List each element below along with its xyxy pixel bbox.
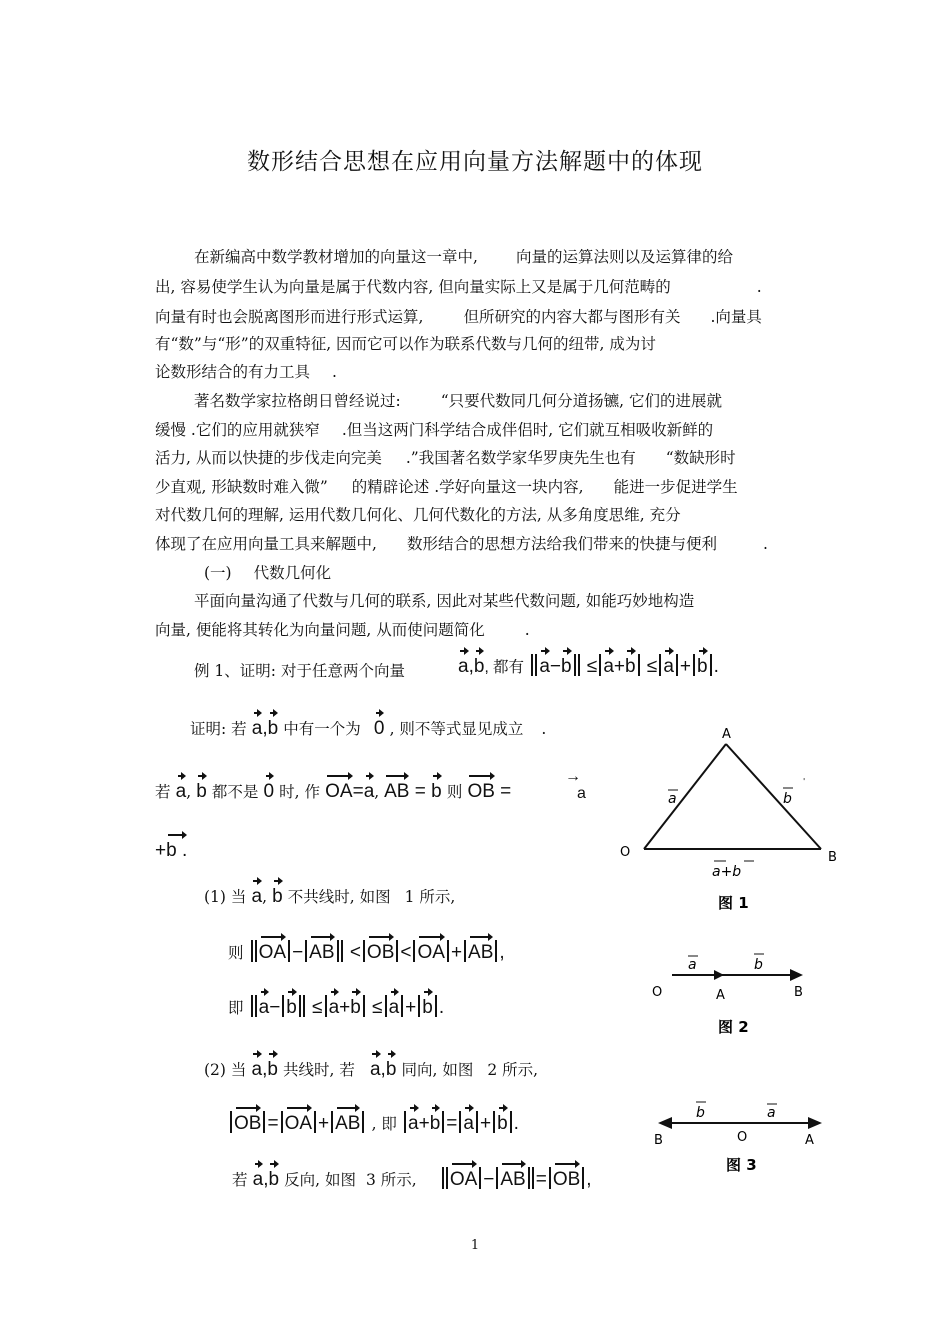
proof-line-2-cont: +b . [155, 834, 187, 862]
label-A: A [722, 727, 731, 742]
paragraph-line: 体现了在应用向量工具来解题中, 数形结合的思想方法给我们带来的快捷与便利 . [155, 535, 768, 553]
arrow-symbol: → [565, 768, 581, 785]
paragraph-line: 平面向量沟通了代数与几何的联系, 因此对某些代数问题, 如能巧妙地构造 [194, 592, 695, 610]
paragraph-line: 向量有时也会脱离图形而进行形式运算, 但所研究的内容大都与图形有关 .向量具 [155, 308, 762, 326]
figure-3-caption: 图 3 [726, 1156, 757, 1174]
label-vec-a: a [688, 957, 697, 973]
case-1-ineq-2: 即 a− b ≤ a+b ≤ a + b . [228, 991, 444, 1019]
case-2-equation: OB = OA + AB , 即 a+b = a + b . [228, 1107, 519, 1135]
paragraph-line: 论数形结合的有力工具 . [155, 363, 337, 381]
label-A: A [805, 1133, 814, 1148]
section-heading: (一) 代数几何化 [204, 564, 332, 582]
figure-3 [650, 1090, 830, 1180]
label-O: O [737, 1130, 748, 1145]
case-1: (1) 当 a, b 不共线时, 如图 1 所示, [204, 880, 455, 908]
stray-mark: ' [803, 777, 806, 786]
figure-2 [640, 946, 820, 1038]
figure-2-caption: 图 2 [718, 1018, 749, 1036]
vector-a-label: a [577, 785, 586, 802]
label-vec-b: b [696, 1105, 705, 1121]
paragraph-line: 出, 容易使学生认为向量是属于代数内容, 但向量实际上又是属于几何范畴的 . [155, 278, 762, 296]
label-O: O [652, 985, 663, 1000]
label-O: O [620, 845, 631, 860]
figure-1 [612, 718, 850, 918]
page-number: 1 [470, 1238, 480, 1253]
example-label: 例 1、证明: 对于任意两个向量 [194, 662, 405, 680]
label-vec-b: b [783, 791, 792, 807]
paragraph-line: 少直观, 形缺数时难入微” 的精辟论述 .学好向量这一块内容, 能进一步促进学生 [155, 478, 738, 496]
paragraph-line: 向量, 便能将其转化为向量问题, 从而使问题简化 . [155, 621, 530, 639]
label-vec-b: b [754, 957, 763, 973]
segment-OA [644, 744, 726, 849]
label-B: B [794, 985, 803, 1000]
case-2: (2) 当 a,b 共线时, 若 a,b 同向, 如图 2 所示, [204, 1053, 538, 1081]
label-vec-sum: a+b [712, 864, 742, 880]
paragraph-line: 在新编高中数学教材增加的向量这一章中, 向量的运算法则以及运算律的给 [194, 248, 733, 266]
paragraph-line: 对代数几何的理解, 运用代数几何化、几何代数化的方法, 从多角度思维, 充分 [155, 506, 681, 524]
paragraph-line: 缓慢 .它们的应用就狭窄 .但当这两门科学结合成伴侣时, 它们就互相吸收新鲜的 [155, 421, 714, 439]
paragraph-line: 有“数”与“形”的双重特征, 因而它可以作为联系代数与几何的纽带, 成为讨 [155, 335, 656, 353]
proof-line-1: 证明: 若 a,b 中有一个为 0 , 则不等式显见成立 . [190, 712, 546, 740]
label-B: B [828, 850, 837, 865]
segment-AB [726, 744, 821, 849]
label-B: B [654, 1133, 663, 1148]
label-vec-a: a [767, 1105, 776, 1121]
paragraph-line: 活力, 从而以快捷的步伐走向完美 .”我国著名数学家华罗庚先生也有 “数缺形时 [155, 449, 736, 467]
figure-1-caption: 图 1 [718, 894, 749, 912]
example-statement: a,b, 都有 a−b ≤ a+b ≤ a + b . [458, 650, 719, 678]
label-A: A [716, 988, 725, 1003]
case-1-ineq-1: 则 OA − AB < OB < OA + AB , [228, 936, 505, 964]
label-vec-a: a [668, 791, 677, 807]
proof-line-2: 若 a, b 都不是 0 时, 作 OA=a, AB = b 则 OB = [155, 775, 511, 803]
case-3: 若 a,b 反向, 如图 3 所示, OA − AB = OB , [232, 1163, 592, 1191]
page-title: 数形结合思想在应用向量方法解题中的体现 [247, 149, 703, 175]
paragraph-line: 著名数学家拉格朗日曾经说过: “只要代数同几何分道扬镳, 它们的进展就 [194, 392, 723, 410]
